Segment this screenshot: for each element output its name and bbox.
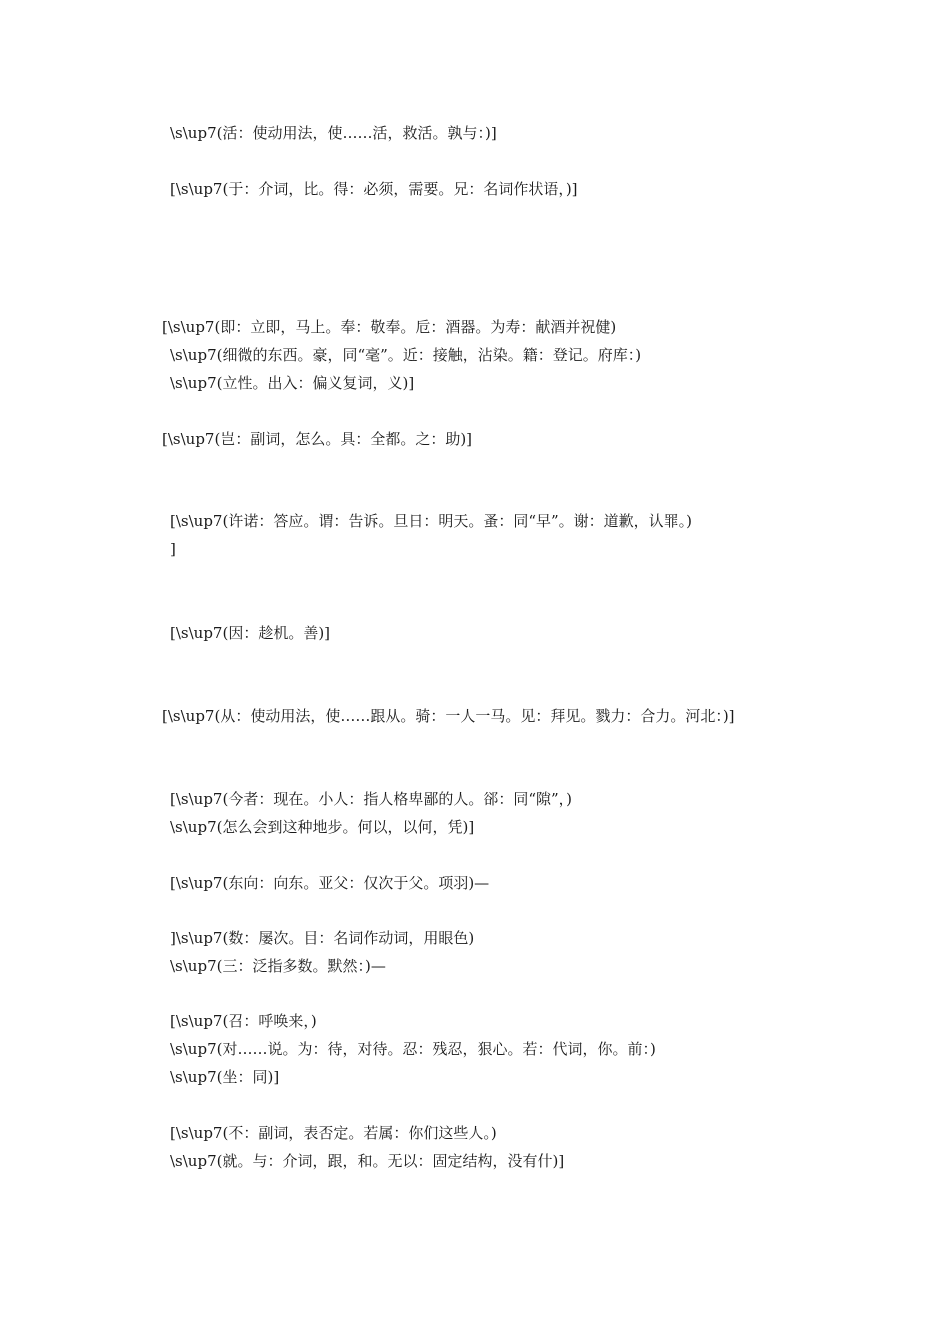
text-line: [\s\up7(即：立即，马上。奉：敬奉。卮：酒器。为寿：献酒并祝健) xyxy=(162,318,617,336)
text-line: [\s\up7(不：副词，表否定。若属：你们这些人。) xyxy=(170,1124,497,1142)
text-line: ]\s\up7(数：屡次。目：名词作动词，用眼色) xyxy=(170,929,475,947)
text-line: [\s\up7(于：介词，比。得：必须，需要。兄：名词作状语，)] xyxy=(170,180,578,198)
text-line: [\s\up7(从：使动用法，使……跟从。骑：一人一马。见：拜见。戮力：合力。河北：)] xyxy=(162,707,735,725)
text-line: \s\up7(怎么会到这种地步。何以，以何，凭)] xyxy=(170,818,475,836)
text-line: \s\up7(细微的东西。豪，同“毫”。近：接触，沾染。籍：登记。府库：) xyxy=(170,346,642,364)
text-line: [\s\up7(岂：副词，怎么。具：全都。之：助)] xyxy=(162,430,473,448)
text-line: \s\up7(三：泛指多数。默然：)— xyxy=(170,957,386,975)
text-line: [\s\up7(东向：向东。亚父：仅次于父。项羽)— xyxy=(170,874,490,892)
text-line: ] xyxy=(170,540,176,558)
text-line: \s\up7(就。与：介词，跟，和。无以：固定结构，没有什)] xyxy=(170,1152,565,1170)
text-line: \s\up7(活：使动用法，使……活，救活。孰与：)] xyxy=(170,124,497,142)
text-line: \s\up7(坐：同)] xyxy=(170,1068,280,1086)
text-line: [\s\up7(召：呼唤来，) xyxy=(170,1012,317,1030)
text-line: \s\up7(立性。出入：偏义复词，义)] xyxy=(170,374,415,392)
text-line: [\s\up7(许诺：答应。谓：告诉。旦日：明天。蚤：同“早”。谢：道歉，认罪。) xyxy=(170,512,693,530)
text-line: \s\up7(对……说。为：待，对待。忍：残忍，狠心。若：代词，你。前：) xyxy=(170,1040,656,1058)
text-line: [\s\up7(因：趁机。善)] xyxy=(170,624,331,642)
text-line: [\s\up7(今者：现在。小人：指人格卑鄙的人。郤：同“隙”，) xyxy=(170,790,573,808)
